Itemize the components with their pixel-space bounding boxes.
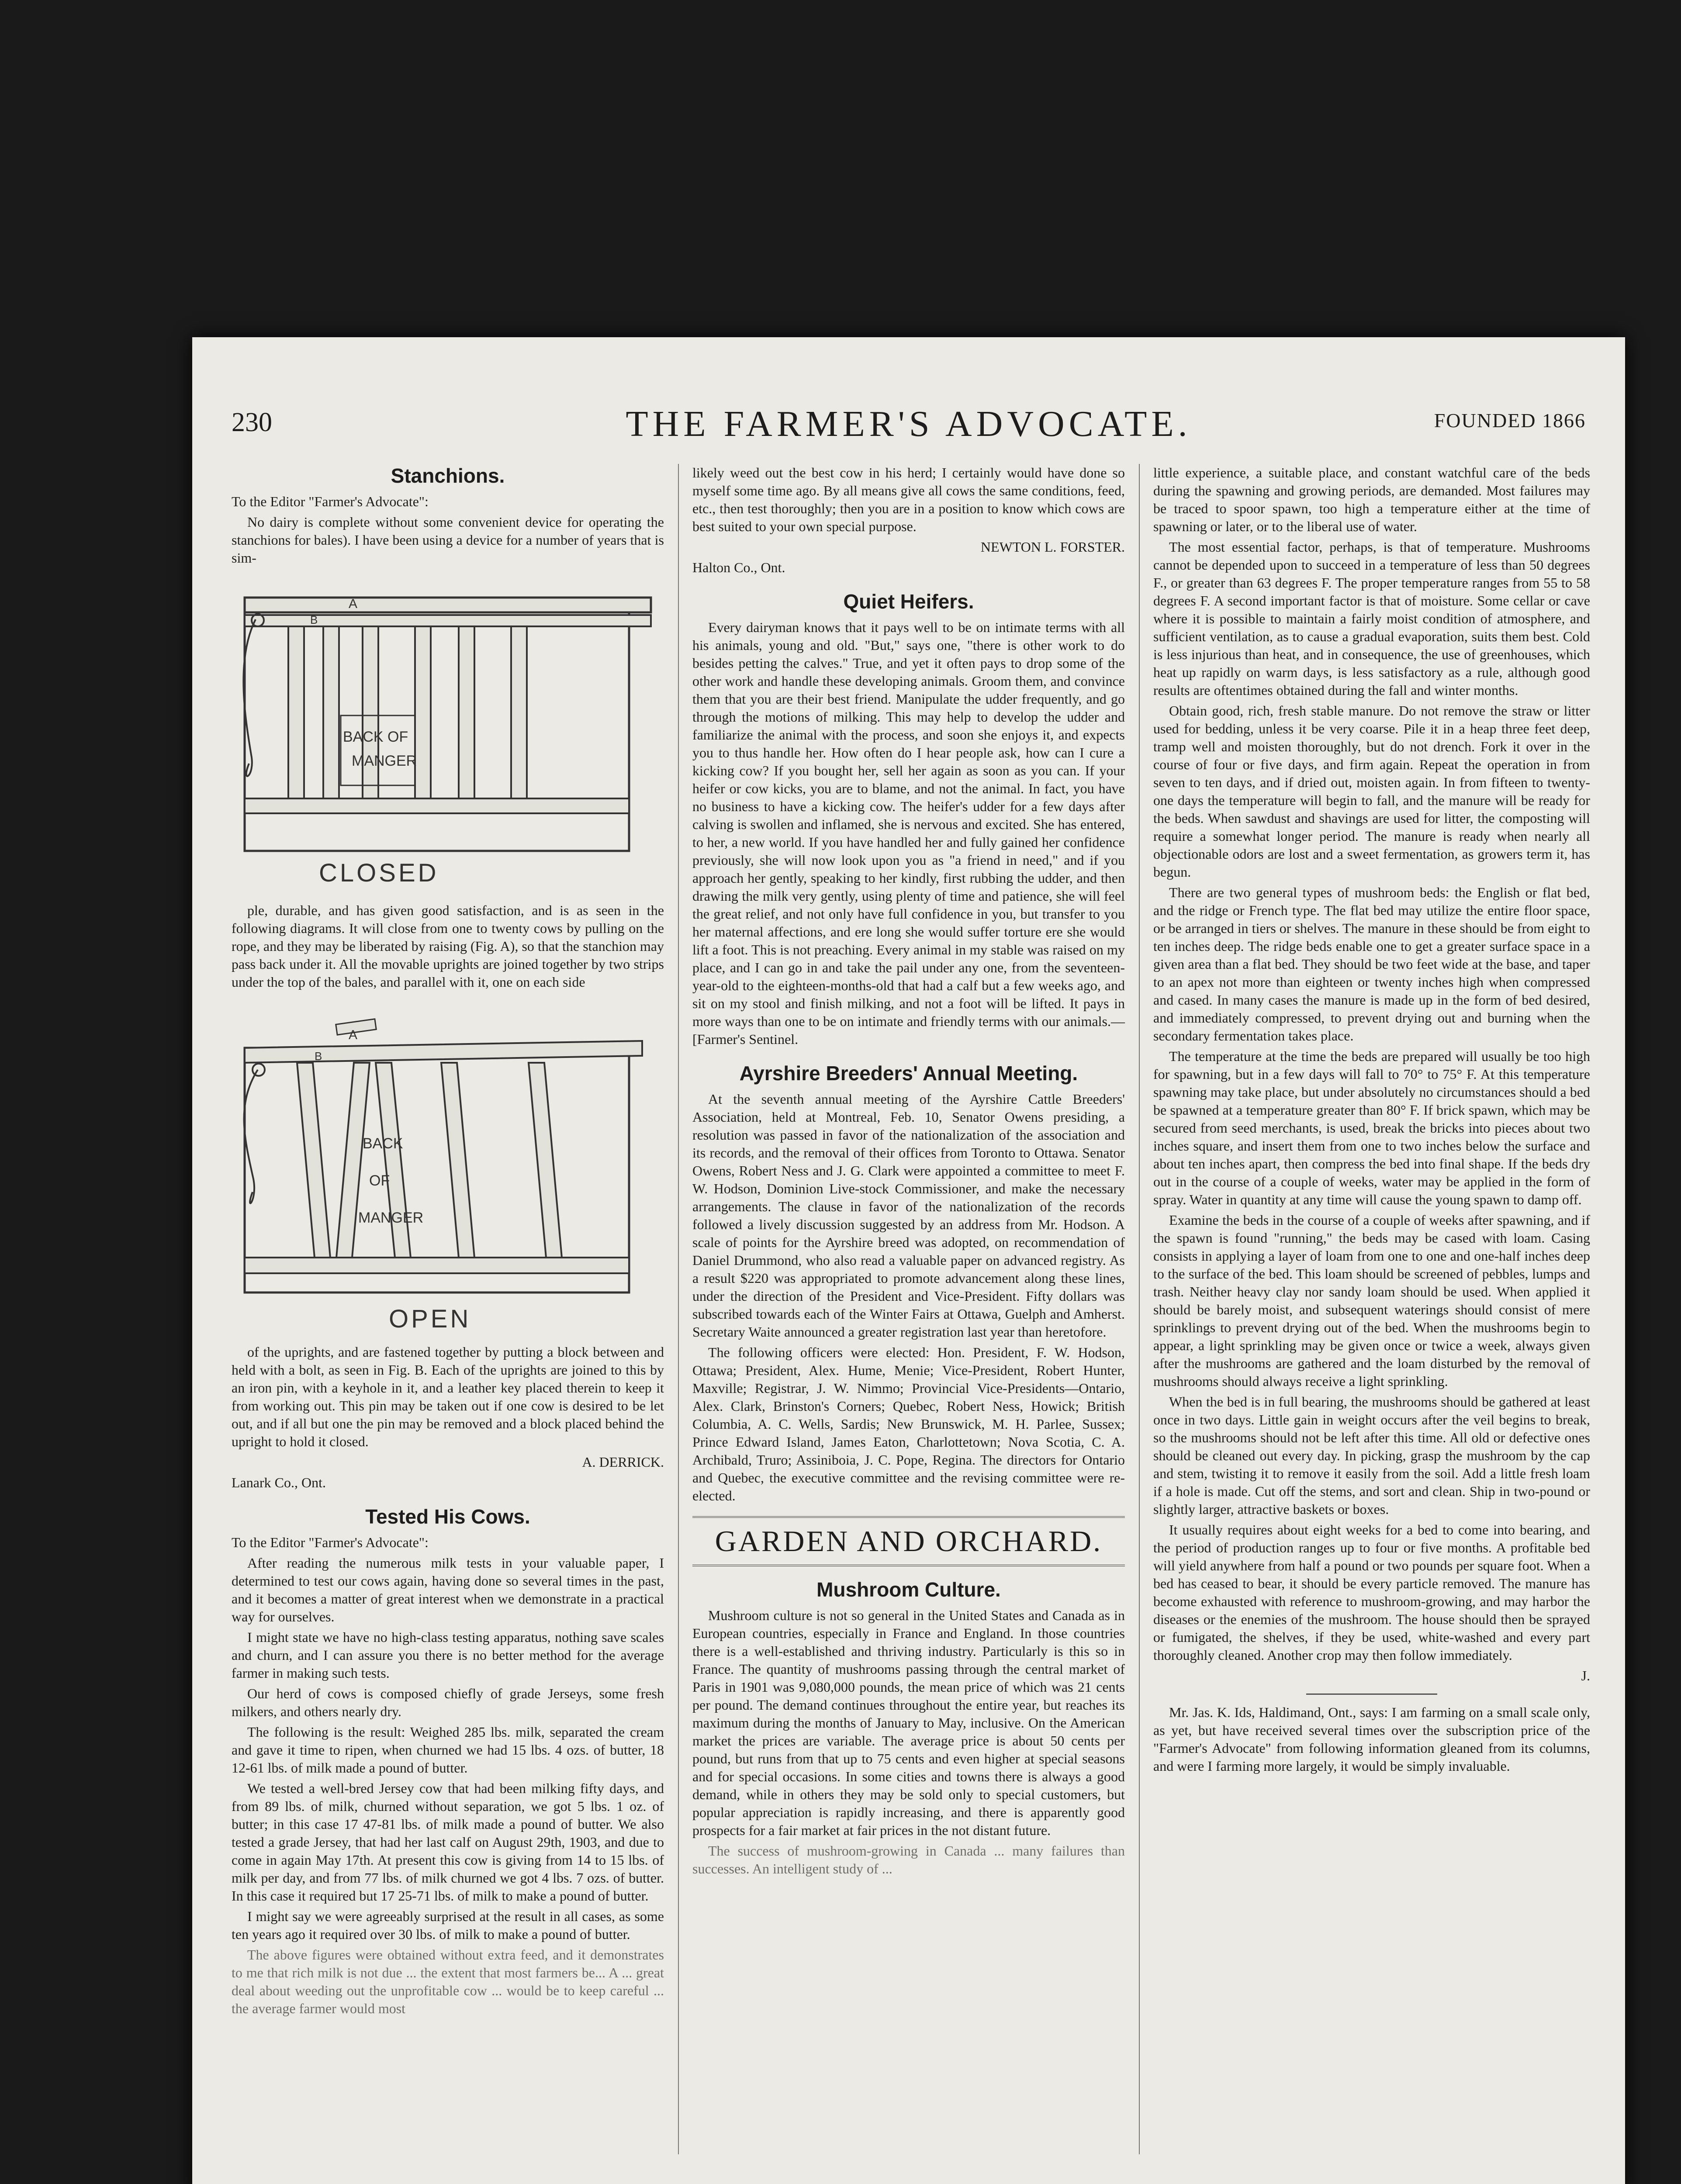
tested-heading: Tested His Cows. (365, 1505, 530, 1528)
mushroom-paragraph: Examine the beds in the course of a couple of weeks after spawning, and if the spawn is found "running," the beds may be cased with loam. Casing consists in applying a layer of loam from one to one and one-half inches deep to the surface of the bed. This loam should be screened of pebbles, lumps and trash. Neither heavy clay nor sandy loam should be used. When applied it should be barely moist, and subsequent waterings should consist of mere sprinklings to prevent drying out of the bed. When the mushrooms begin to appear, a light sprinkling may be given once or twice a week, always given after the mushrooms are gathered and the loam disturbed by the removal of mushrooms should always receive a light sprinkling. (1153, 1212, 1590, 1389)
mushroom-paragraph: The success of mushroom-growing in Canada ... many failures than successes. An intelligent study of ... (692, 1843, 1125, 1876)
tested-paragraph: Our herd of cows is composed chiefly of grade Jerseys, some fresh milkers, and others nearly dry. (232, 1686, 664, 1719)
forster-location: Halton Co., Ont. (692, 560, 785, 575)
diagram-letter: A (349, 1028, 358, 1042)
stanchions-paragraph: ple, durable, and has given good satisfaction, and is as seen in the following diagrams. It will close from one to twenty cows by pulling on the rope, and they may be liberated by raising (Fig. A), so that the stanchion may pass back under it. All the movable uprights are joined together by two strips under the top of the bales, and parallel with it, one on each side (232, 902, 664, 990)
founded-note: FOUNDED 1866 (1434, 409, 1586, 432)
column-rule (678, 464, 679, 2154)
tested-paragraph: I might state we have no high-class testing apparatus, nothing save scales and churn, and I can assure you there is no better method for the average farmer in making such tests. (232, 1629, 664, 1681)
diagram-caption: CLOSED (319, 859, 439, 887)
stanchions-paragraph: No dairy is complete without some convenient device for operating the stanchions for bales). I have been using a device for a number of years that is sim- (232, 514, 664, 566)
diagram-label: OF (369, 1172, 390, 1189)
newspaper-page (192, 337, 1625, 2184)
forster-signature: NEWTON L. FORSTER. (980, 539, 1125, 555)
column-3 (1153, 464, 1590, 2154)
quiet-heifers-heading: Quiet Heifers. (843, 590, 974, 613)
diagram-label: BACK (363, 1135, 403, 1152)
column-rule (1139, 464, 1140, 2154)
tested-paragraph: The following is the result: Weighed 285 lbs. milk, separated the cream and gave it time to ripen, when churned we had 15 lbs. 4 ozs. of butter, 18 12-61 lbs. of milk made a pound of butter. (232, 1724, 664, 1776)
diagram-caption: OPEN (389, 1305, 471, 1333)
column-2 (692, 464, 1125, 2154)
mushroom-paragraph: little experience, a suitable place, and constant watchful care of the beds during the spawning and growing periods, are demanded. Most failures may be traced to spoor spawn, too high a temperature either at the time of spawning or later, or to the liberal use of water. (1153, 465, 1590, 534)
stanchion-diagram-closed (232, 571, 664, 895)
stanchions-heading: Stanchions. (391, 464, 505, 487)
tested-paragraph: We tested a well-bred Jersey cow that had been milking fifty days, and from 89 lbs. of milk, churned without separation, we got 5 lbs. 1 oz. of butter; in this case 17 47-81 lbs. of milk made a pound of butter. We also tested a grade Jersey, that had her last calf on August 29th, 1903, and due to come in again May 17th. At present this cow is giving from 14 to 15 lbs. of milk per day, and from 77 lbs. of milk churned we got 4 lbs. 7 ozs. of butter. In this case it required but 17 25-71 lbs. of milk to make a pound of butter. (232, 1780, 664, 1904)
ayrshire-heading: Ayrshire Breeders' Annual Meeting. (739, 1062, 1078, 1085)
diagram-letter: B (315, 1050, 322, 1063)
garden-orchard-heading: GARDEN AND ORCHARD. (692, 1516, 1125, 1566)
paper-title: THE FARMER'S ADVOCATE. (626, 404, 1192, 444)
page-number: 230 (232, 408, 272, 437)
mushroom-paragraph: When the bed is in full bearing, the mushrooms should be gathered at least once in two days. Little gain in weight occurs after the veil begins to break, so the mushrooms should not be left after this time. All old or defective ones should be cleaned out every day. In picking, grasp the mushroom by the cap and stem, twisting it to remove it easily from the soil. Add a little fresh loam if a hole is made. Cut off the stems, and sort and clean. Ship in two-pound or slightly larger, attractive baskets or boxes. (1153, 1394, 1590, 1517)
mushroom-paragraph: It usually requires about eight weeks for a bed to come into bearing, and the period of production ranges up to four or five months. A profitable bed will yield anywhere from half a pound or two pounds per square foot. When a bed has ceased to bear, it should be every particle removed. The manure has become exhausted with reference to mushroom-growing, and may harbor the diseases or the enemies of the mushroom. The house should then be sprayed or fumigated, the shelves, if they be used, white-washed and every part thoroughly cleaned. Another crop may then follow immediately. (1153, 1522, 1590, 1663)
stanchions-paragraph: of the uprights, and are fastened together by putting a block between and held with a bolt, as seen in Fig. B. Each of the uprights are joined to this by an iron pin, with a keyhole in it, and a leather key placed therein to keep it from working out. This pin may be taken out if one cow is desired to be let out, and if all but one the pin may be removed and a block placed behind the upright to hold it closed. (232, 1344, 664, 1449)
mushroom-paragraph: Obtain good, rich, fresh stable manure. Do not remove the straw or litter used for bedding, unless it be very coarse. Pile it in a heap three feet deep, tramp well and moisten thoroughly, but do not drench. Fork it over in the course of four or five days, and firm again. Repeat the operation in from seven to ten days, and if dried out, moisten again. In from fifteen to twenty-one days the temperature will begin to fall, and the manure will be ready for the beds. When sawdust and shavings are used for litter, the composting will require a somewhat longer period. The manure is ready when nearly all objectionable odors are lost and a sweet fermentation, as growers term it, has begun. (1153, 703, 1590, 880)
masthead (232, 403, 1586, 455)
stanchions-signature: A. DERRICK. (582, 1454, 664, 1470)
mushroom-paragraph: The most essential factor, perhaps, is that of temperature. Mushrooms cannot be depended upon to succeed in a temperature of less than 50 degrees F., or greater than 63 degrees F. The proper temperature ranges from 55 to 58 degrees F. A second important factor is that of moisture. Some cellar or cave where it is possible to maintain a fairly moist condition of atmosphere, and sufficient ventilation, as to cause a gradual evaporation, suits them best. Cold is less injurious than heat, and in consequence, the use of greenhouses, which heat up rapidly on warm days, is less satisfactory as a rule, although good results are oftentimes obtained during the fall and winter months. (1153, 539, 1590, 698)
stanchions-salutation: To the Editor "Farmer's Advocate": (232, 494, 429, 509)
mushroom-paragraph: There are two general types of mushroom beds: the English or flat bed, and the ridge or French type. The flat bed may utilize the entire floor space, or be arranged in tiers or shelves. The manure in these should be from eight to ten inches deep. The ridge beds enable one to get a greater surface space in a given area than a flat bed. They should be two feet wide at the base, and taper to an apex not more than eighteen or twenty inches high when compressed and cased. In many cases the manure is made up in the form of bed desired, and immediately compressed, to prevent drying out and burning when the secondary fermentation takes place. (1153, 885, 1591, 1044)
tested-salutation: To the Editor "Farmer's Advocate": (232, 1534, 429, 1550)
forster-paragraph: likely weed out the best cow in his herd; I certainly would have done so myself some time ago. By all means give all cows the same conditions, feed, etc., then test thoroughly; then you are in a position to know which cows are best suited to your own special purpose. (692, 465, 1125, 534)
stanchion-diagram-open (232, 995, 664, 1336)
section-divider (1306, 1693, 1437, 1695)
diagram-label: BACK OF (343, 729, 408, 745)
mushroom-signature: J. (1581, 1668, 1590, 1683)
column-1 (232, 464, 664, 2154)
diagram-letter: B (310, 613, 318, 626)
diagram-letter: A (349, 597, 358, 611)
diagram-label: MANGER (358, 1209, 424, 1226)
tested-paragraph: The above figures were obtained without extra feed, and it demonstrates to me that rich milk is not due ... the extent that most farmers be... A ... great deal about weeding out the unprofitable cow ... would be to keep careful ... the average farmer would most (232, 1947, 664, 2016)
tested-paragraph: I might say we were agreeably surprised at the result in all cases, as some ten years ago it required over 30 lbs. of milk to make a pound of butter. (232, 1908, 664, 1942)
ayrshire-paragraph: At the seventh annual meeting of the Ayrshire Cattle Breeders' Association, held at Montreal, Feb. 10, Senator Owens presiding, a resolution was passed in favor of the nationalization of the association and its records, and the removal of their offices from Toronto to Ottawa. Senator Owens, Robert Ness and J. G. Clark were appointed a committee to meet F. W. Hodson, Dominion Live-stock Commissioner, and make the necessary arrangements. The clause in favor of the nationalization of the records followed a lively discussion suggested by an address from Mr. Hodson. A scale of points for the Ayrshire breed was adopted, on recommendation of Daniel Drummond, who also read a valuable paper on advanced registry. As a result $220 was appropriated to promote advancement along these lines, under the direction of the President and Vice-President. Fifty dollars was subscribed towards each of the Winter Fairs at Ottawa, Guelph and Amherst. Secretary Waite announced a greater registration last year than heretofore. (692, 1091, 1125, 1340)
diagram-label: MANGER (352, 753, 417, 769)
quiet-heifers-paragraph: Every dairyman knows that it pays well to be on intimate terms with all his animals, young and old. "But," says one, "there is other work to do besides petting the calves." True, and yet it often pays to drop some of the other work and handle these developing animals. Groom them, and convince them that you are their best friend. Manipulate the udder frequently, and go through the motions of milking. This may help to develop the udder and familiarize the animal with the process, and soon she enjoys it, and expects you to thus handle her. How often do I hear people ask, how can I cure a kicking cow? If you bought her, sell her again as soon as you can. If your heifer or cow kicks, you are to blame, and not the animal. In fact, you have no business to have a kicking cow. The heifer's udder for a few days after calving is swollen and inflamed, she is nervous and excited. She has entered, to her, a new world. If you have handled her and fully gained her confidence previously, she will now look upon you as "a friend in need," and if you approach her gently, speaking to her kindly, first rubbing the udder, and then drawing the milk very gently, using plenty of time and patience, she will feel the great relief, and not only have full confidence in you, but transfer to you her maternal affections, and ere long she would suffer torture ere she would lift a foot. This is not preaching. Every animal in my stable was raised on my place, and I can go in and take the pail under any one, from the seventeen-year-old to the eighteen-months-old that had a calf but a few weeks ago, and sit on my stool and finish milking, and not a foot will be lifted. It pays in more ways than one to be on intimate and friendly terms with our animals.—[Farmer's Sentinel. (692, 619, 1125, 1047)
mushroom-heading: Mushroom Culture. (816, 1578, 1001, 1601)
reader-note: Mr. Jas. K. Ids, Haldimand, Ont., says: I am farming on a small scale only, as yet, but have received several times over the subscription price of the "Farmer's Advocate" from following information gleaned from its columns, and were I farming more largely, it would be simply invaluable. (1153, 1704, 1590, 1774)
ayrshire-paragraph: The following officers were elected: Hon. President, F. W. Hodson, Ottawa; President, Alex. Hume, Menie; Vice-President, Robert Hunter, Maxville; Registrar, J. W. Nimmo; Provincial Vice-Presidents—Ontario, Alex. Clark, Brinston's Corners; Quebec, Robert Ness, Howick; British Columbia, A. C. Wells, Sardis; New Brunswick, M. H. Parlee, Sussex; Prince Edward Island, James Eaton, Charlottetown; Nova Scotia, C. A. Archibald, Truro; Assiniboia, J. C. Pope, Regina. The directors for Ontario and Quebec, the executive committee and the revising committee were re-elected. (692, 1344, 1125, 1503)
stanchions-location: Lanark Co., Ont. (232, 1475, 326, 1490)
mushroom-paragraph: The temperature at the time the beds are prepared will usually be too high for spawning, but in a few days will fall to 70° to 75° F. At this temperature spawning may take place, but under absolutely no circumstances should a bed be spawned at a temperature greater than 80° F. If brick spawn, which may be secured from seed merchants, is used, break the bricks into pieces about two inches square, and insert them from one to two inches below the surface and about ten inches apart, then compress the bed into final shape. If the beds dry out in the course of a couple of weeks, water may be applied in the form of spray. Water in quantity at any time will cause the young spawn to damp off. (1153, 1048, 1590, 1207)
tested-paragraph: After reading the numerous milk tests in your valuable paper, I determined to test our cows again, having done so several times in the past, and it becomes a matter of great interest when we demonstrate in a practical way for ourselves. (232, 1555, 664, 1624)
mushroom-paragraph: Mushroom culture is not so general in the United States and Canada as in European countries, especially in France and England. In those countries there is a well-established and thriving industry. Particularly is this so in France. The quantity of mushrooms passing through the central market of Paris in 1901 was 9,080,000 pounds, the mean price of which was 21 cents per pound. The demand continues throughout the entire year, but reaches its maximum during the months of January to May, inclusive. On the American market the prices are variable. The average price is about 50 cents per pound, but runs from that up to 75 cents and even higher at special seasons and for special occasions. In some cities and towns there is always a good demand, while in others they may be sold only to special customers, but popular appreciation is rapidly increasing, and there is apparently good prospects for a fair market at fair prices in the not distant future. (692, 1607, 1125, 1838)
